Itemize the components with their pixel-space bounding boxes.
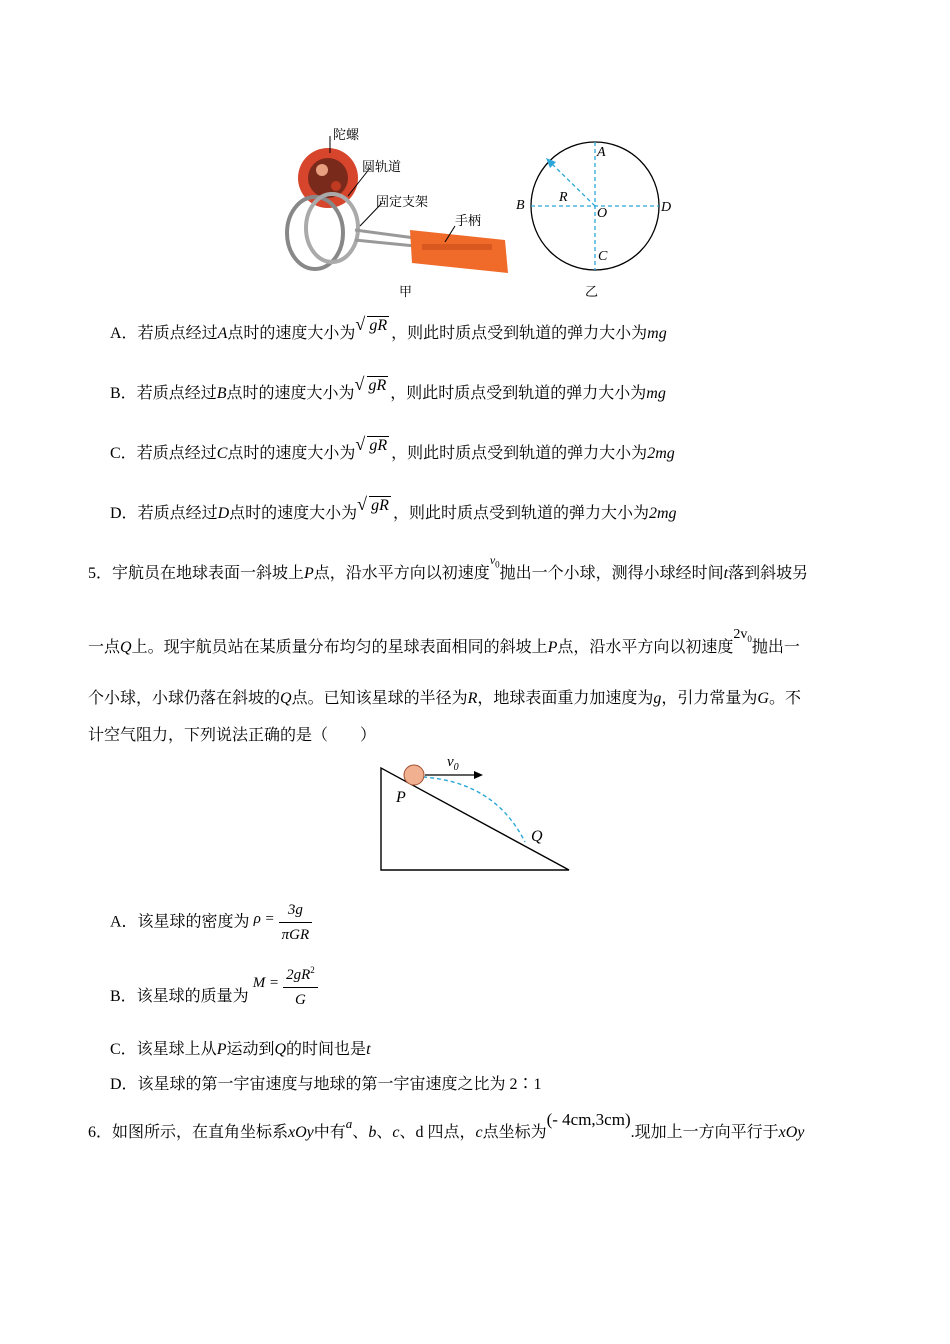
- q5-line-4: 计空气阻力，下列说法正确的是（ ）: [88, 727, 377, 744]
- q5-option-d: D．该星球的第一宇宙速度与地球的第一宇宙速度之比为 2∶1: [110, 1076, 542, 1093]
- incline-diagram: [375, 752, 575, 877]
- figure-incline: [375, 752, 575, 877]
- q5-line-2: 一点Q上。现宇航员站在某质量分布均匀的星球表面相同的斜坡上P点，沿水平方向以初速度$2v_0$抛出一: [88, 627, 800, 656]
- incline-label-Q: Q: [531, 828, 543, 845]
- incline-label-v0: $v_0$: [447, 754, 459, 773]
- circle-label-A: A: [597, 145, 606, 160]
- incline-label-P: P: [396, 789, 406, 806]
- q5-line-1: 5．宇航员在地球表面一斜坡上P点，沿水平方向以初速度$^{v_0}$抛出一个小球，测得小球经时间t落到斜坡另: [88, 553, 809, 582]
- label-bracket: 固定支架: [376, 195, 429, 210]
- q5-line-3: 个小球，小球仍落在斜坡的Q点。已知该星球的半径为R，地球表面重力加速度为g，引力常量为G。不: [88, 690, 801, 707]
- q4-option-a: A．若质点经过A点时的速度大小为√ gR ，则此时质点受到轨道的弹力大小为mg: [110, 324, 667, 344]
- label-ring: 圆轨道: [362, 160, 402, 175]
- figure-gyroscope: [270, 118, 520, 288]
- figure-circle: [508, 140, 688, 275]
- label-gyro: 陀螺: [333, 128, 360, 143]
- q5-option-b: B．该星球的质量为 M = $\frac{2gR^2}{G}$: [110, 958, 318, 1012]
- label-handle: 手柄: [455, 214, 482, 229]
- circle-label-C: C: [598, 249, 608, 264]
- circle-label-R: R: [559, 190, 568, 205]
- q4-option-d: D．若质点经过D点时的速度大小为√ gR ，则此时质点受到轨道的弹力大小为2mg: [110, 504, 677, 524]
- handle-shape: [410, 230, 508, 273]
- q5-option-c: C．该星球上从P运动到Q的时间也是t: [110, 1041, 371, 1058]
- q4-option-b: B．若质点经过B点时的速度大小为√ gR ，则此时质点受到轨道的弹力大小为mg: [110, 384, 666, 404]
- circle-label-O: O: [597, 206, 608, 221]
- caption-yi: 乙: [585, 285, 599, 300]
- q5-option-a: A．该星球的密度为 ρ = $\frac{3g}{\text{πGR}}$: [110, 898, 312, 947]
- caption-jia: 甲: [399, 285, 413, 300]
- q6-line-1: 6．如图所示，在直角坐标系xOy中有$^a$、b、c、d 四点，c点坐标为(- 4cm,3cm).现加上一方向平行于xOy: [88, 1110, 805, 1141]
- circle-label-B: B: [516, 198, 525, 213]
- circle-label-D: D: [661, 200, 672, 215]
- q4-option-c: C．若质点经过C点时的速度大小为√ gR ，则此时质点受到轨道的弹力大小为2mg: [110, 444, 675, 464]
